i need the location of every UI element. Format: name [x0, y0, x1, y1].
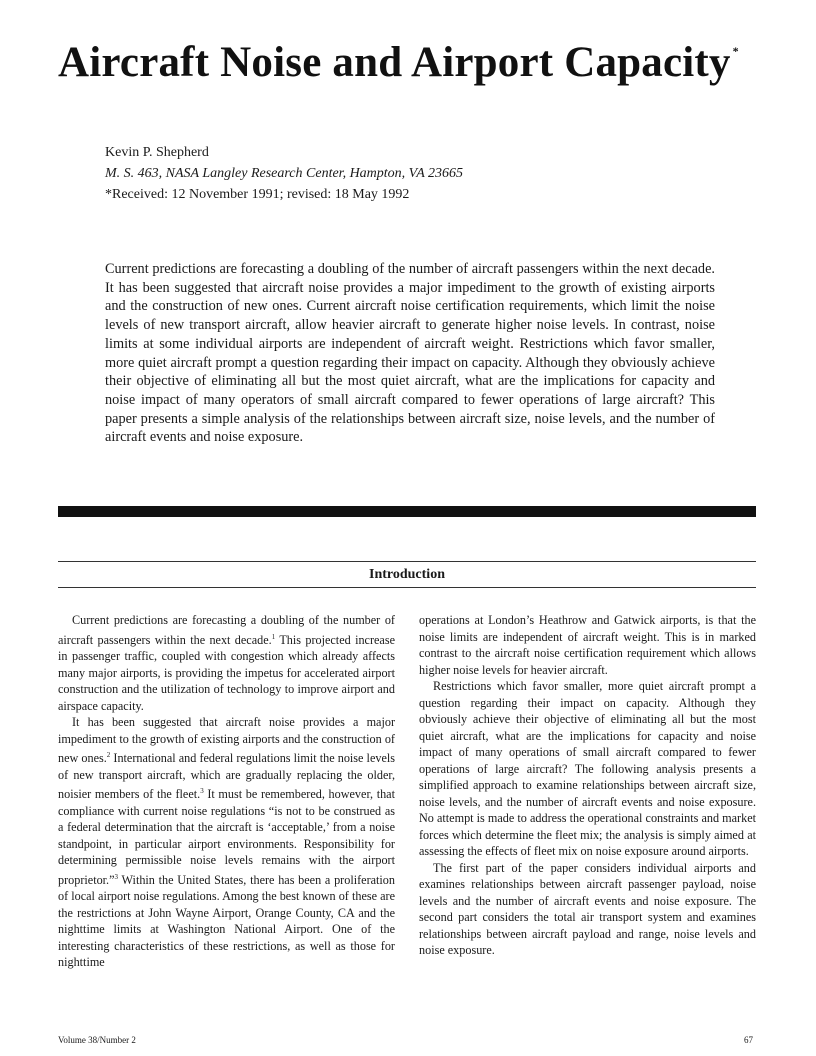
author-name: Kevin P. Shepherd: [105, 145, 209, 160]
paragraph: Restrictions which favor smaller, more quiet aircraft prompt a question regarding their impact on capacity. Although they obviously achieve their objective of eliminating all but the most quiet aircraft, what are the implications for capacity and noise impact of many operations of small aircraft compared to fewer operations of large aircraft? The following analysis presents a simplified approach to examine relationships between aircraft size, noise levels, and the number of aircraft events and noise exposure. No attempt is made to address the operational constraints and market forces which determine the fleet mix; the analysis is simply aimed at assessing the effects of fleet mix on noise exposure around airports.: [419, 679, 756, 858]
paper-title-text: Aircraft Noise and Airport Capacity: [58, 39, 731, 86]
paragraph-text: It must be remembered, however, that compliance with current noise regulations “is not to be construed as a federal determination that the aircraft is ‘acceptable,’ from a noise standpoint, in particular airport environments. Responsibility for determining permissible noise levels remains with the airport proprietor.”: [58, 787, 395, 887]
section-rule-bottom: [58, 587, 756, 588]
paragraph: [58, 612, 395, 714]
thick-divider: [58, 506, 756, 517]
paragraph: The first part of the paper considers individual airports and examines relationships between aircraft passenger payload, noise levels and the number of aircraft events and noise exposure. The second part considers the total air transport system and examines relationships between aircraft payload and range, noise levels and noise exposure.: [419, 860, 756, 957]
author-block: [105, 142, 463, 205]
paragraph-text: International and federal regulations limit the noise levels of new transport aircraft, which are gradually replacing the older, noisier members of the fleet.: [58, 751, 395, 802]
reference-marker: 1: [271, 632, 276, 641]
abstract: Current predictions are forecasting a doubling of the number of aircraft passengers within the next decade. It has been suggested that aircraft noise provides a major impediment to the growth of existing airports and the construction of new ones. Current aircraft noise certification requirements, which limit the noise levels of new transport aircraft, allow heavier aircraft to generate higher noise levels. In contrast, noise limits at some individual airports are independent of aircraft weight. Restrictions which favor smaller, more quiet aircraft prompt a question regarding their impact on capacity. Although they obviously achieve their objective of eliminating all but the most quiet aircraft, what are the implications for capacity and noise impact of many operators of small aircraft compared to fewer operations of large aircraft? This paper presents a simple analysis of the relationships between aircraft size, noise levels, and the number of aircraft events and noise exposure.: [105, 261, 715, 446]
paragraph-text: Current predictions are forecasting a doubling of the number of aircraft passengers within the next decade.: [58, 613, 395, 647]
paper-title: [58, 38, 739, 87]
left-column: [58, 612, 395, 971]
journal-volume: Volume 38/Number 2: [58, 1035, 136, 1045]
reference-marker: 3: [114, 872, 119, 881]
right-column: [419, 612, 756, 959]
received-date: *Received: 12 November 1991; revised: 18 May 1992: [105, 187, 410, 202]
reference-marker: 3: [200, 787, 204, 796]
author-affiliation: M. S. 463, NASA Langley Research Center, Hampton, VA 23665: [105, 166, 463, 181]
title-footnote-marker: *: [732, 44, 739, 58]
section-rule-top: [58, 561, 756, 562]
paragraph-text: Within the United States, there has been a proliferation of local airport noise regulations. Among the best known of these are the restrictions at John Wayne Airport, Orange County, CA and the nighttime limits at Washington National Airport. One of the interesting characteristics of these restrictions, as well as those for nighttime: [58, 872, 395, 970]
reference-marker: 2: [106, 751, 111, 760]
page-number: 67: [744, 1035, 753, 1045]
paragraph: operations at London’s Heathrow and Gatwick airports, is that the noise limits are independent of aircraft weight. This is in marked contrast to the aircraft noise certification requirement which allows higher noise levels for heavier aircraft.: [419, 613, 756, 677]
paragraph: [58, 714, 395, 971]
paragraph-text: This projected increase in passenger traffic, coupled with congestion which already affects many major airports, is providing the impetus for accelerated airport construction and the utilization of technology to improve airport and airspace capacity.: [58, 632, 395, 713]
paragraph-text: It has been suggested that aircraft noise provides a major impediment to the growth of existing airports and the construction of new ones.: [58, 715, 395, 766]
section-heading: Introduction: [369, 567, 445, 582]
